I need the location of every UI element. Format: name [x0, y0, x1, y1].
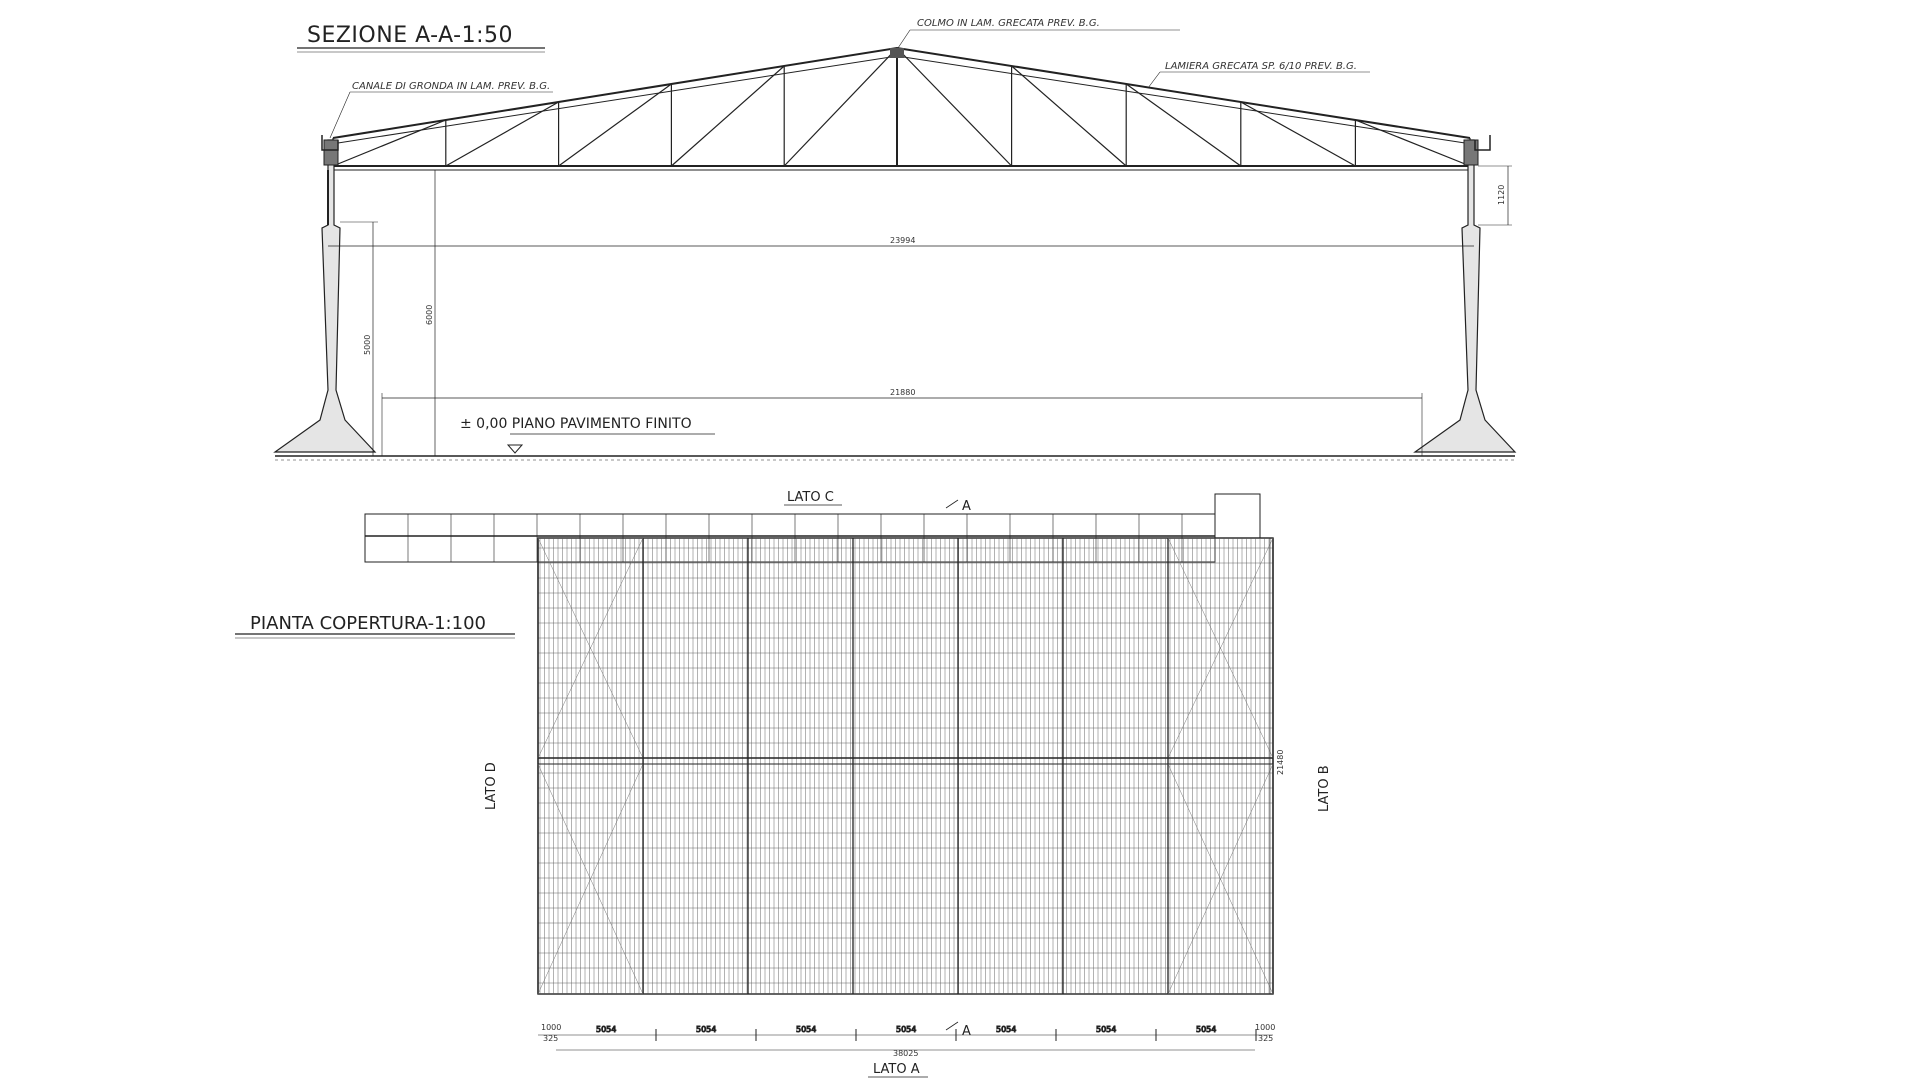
dim-truss-depth: 1120	[1497, 184, 1506, 205]
bay-dimension-label: 5054	[596, 1025, 617, 1034]
truss-diagonal	[1126, 84, 1241, 166]
dim-span-total: 23994	[890, 236, 916, 245]
roof-plan-outline	[538, 538, 1273, 994]
truss-diagonal	[784, 48, 897, 166]
note-ridge: COLMO IN LAM. GRECATA PREV. B.G.	[917, 18, 1100, 29]
right-column-head	[1464, 140, 1478, 165]
cut-marker-bottom: A	[962, 1024, 971, 1039]
bracing-crosses	[538, 538, 1273, 994]
bay-dimension-label: 5054	[996, 1025, 1017, 1034]
corner-detail	[1215, 494, 1260, 538]
side-label-bottom: LATO A	[873, 1062, 920, 1077]
note-sheet: LAMIERA GRECATA SP. 6/10 PREV. B.G.	[1165, 61, 1357, 72]
bay-dimension-label: 5054	[896, 1025, 917, 1034]
dim-plan-total: 38025	[893, 1049, 919, 1058]
roof-sheet-lines	[540, 538, 1269, 994]
truss-diagonal	[559, 84, 672, 166]
side-label-left: LATO D	[484, 762, 499, 810]
note-gutter: CANALE DI GRONDA IN LAM. PREV. B.G.	[352, 81, 551, 92]
purlin-lines	[538, 548, 1273, 983]
section-title: SEZIONE A-A-1:50	[307, 23, 514, 48]
section-view	[275, 18, 1515, 460]
plan-title: PIANTA COPERTURA-1:100	[250, 613, 486, 634]
ridge-cap	[890, 48, 904, 58]
left-column	[275, 140, 375, 452]
bay-dimension-label: 5054	[796, 1025, 817, 1034]
dim-edge-right: 325	[1258, 1034, 1274, 1043]
side-label-top: LATO C	[787, 490, 834, 505]
cut-marker-top: A	[962, 499, 971, 514]
truss-diagonal	[1355, 120, 1470, 166]
truss-diagonal	[333, 120, 446, 166]
bay-dimension-label: 5054	[696, 1025, 717, 1034]
truss-diagonal	[897, 48, 1012, 166]
dim-plan-height: 21480	[1276, 749, 1285, 775]
floor-level-label: ± 0,00 PIANO PAVIMENTO FINITO	[460, 416, 692, 432]
side-label-right: LATO B	[1317, 765, 1332, 812]
bay-dimension-label: 5054	[1196, 1025, 1217, 1034]
dim-height-total: 6000	[425, 304, 434, 325]
bay-dimensions	[596, 1025, 1256, 1041]
dim-span-inner: 21880	[890, 388, 916, 397]
dim-edge-left: 325	[543, 1034, 559, 1043]
left-column-head	[324, 140, 338, 165]
plan-view	[235, 490, 1332, 1077]
bay-frame-lines	[538, 538, 1273, 994]
dim-edge-left-top: 1000	[541, 1023, 562, 1032]
dim-height-eave: 5000	[363, 334, 372, 355]
bay-dimension-label: 5054	[1096, 1025, 1117, 1034]
dim-edge-right-top: 1000	[1255, 1023, 1276, 1032]
level-marker-icon	[508, 445, 522, 453]
